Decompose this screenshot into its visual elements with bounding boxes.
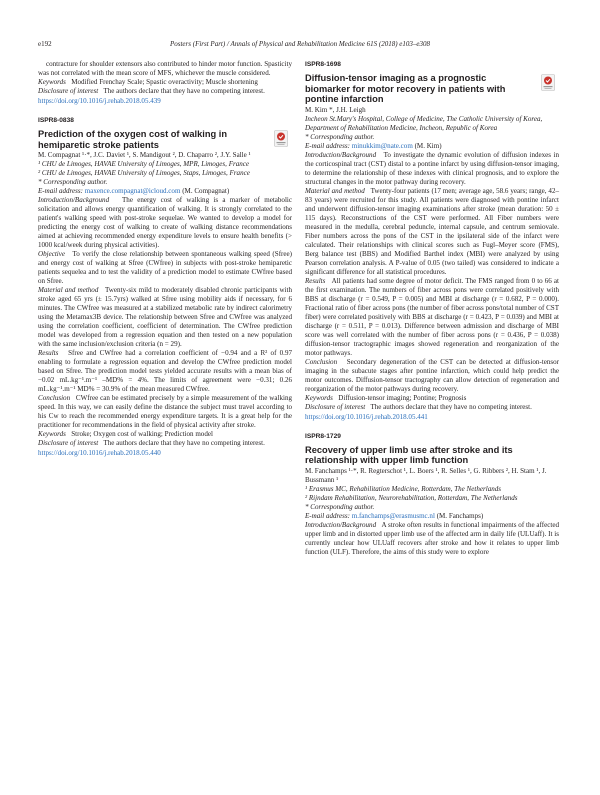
check-for-updates-icon[interactable] [274,130,288,147]
affiliation-1: ¹ CHU de Limoges, HAVAE University of Limoges, MPR, Limoges, France [38,160,250,168]
right-column [305,60,559,557]
email-line: E-mail address: m.fanchamps@erasmusmc.nl (M. Fanchamps) [305,511,484,520]
section-intro: Introduction/Background To investigate the dynamic evolution of diffusion indexes in the corticospinal tract (CST) distal to a pontine infarct by using diffusion-tensor imaging, to determine the relationship of these indexes with clinical prognosis, and to explore the structural changes in the motor pathway during recovery. [305,150,559,186]
corresponding-author: * Corresponding author. [305,132,375,141]
article-title: Recovery of upper limb use after stroke and its relationship with upper limb function [305,444,513,465]
disclosure: Disclosure of interest The authors declare that they have no competing interest. [305,402,532,411]
article-ispr8-1698 [305,60,559,422]
email-link[interactable]: m.fanchamps@erasmusmc.nl [351,511,435,520]
keywords: Keywords Diffusion-tensor imaging; Pontine; Prognosis [305,393,467,402]
disclosure: Disclosure of interest The authors declare that they have no competing interest. [38,439,265,447]
corresponding-author: * Corresponding author. [38,178,108,186]
keywords: Keywords Modified Frenchay Scale; Spastic overactivity; Muscle shortening [38,78,258,86]
section-material: Material and method Twenty-four patients (17 men; average age, 58.6 years; range, 42–83 years) were recruited for this study. All patients were diagnosed with pontine infarct and underwent diffusion-tensor imaging examinations after stroke (mean duration: 50 ± 115 days). Reconstructions of the CST were performed. All Fiber numbers were measured in the medulla, cerebral peduncle, internal capsule, and centrum semiovale. Fiber numbers across the pons of the CST in the ipsilateral side of the infarct were calculated. Their relationships with clinical scores such as Fugl–Meyer score (FMS), Berg balance test (BBS) and Modified Barthel index (MBI) were analyzed by using Pearson correlation analysis. A P-value of 0.05 (two tailed) was considered to indicate a significant difference for all statistical procedures. [305,186,559,276]
email-link[interactable]: maxence.compagnat@icloud.com [84,187,181,195]
corresponding-author: * Corresponding author. [305,502,375,511]
section-conclusion: Conclusion Secondary degeneration of the CST can be detected at diffusion-tensor imaging in the subacute stages after pontine infarction, which could help predict the motor outcomes. Diffusion-tensor tractography can allow detection of regeneration and reorganization of the motor pathways during recovery. [305,357,559,393]
doi-link[interactable]: https://doi.org/10.1016/j.rehab.2018.05.439 [38,97,161,105]
affiliation: Incheon St.Mary's Hospital, College of Medicine, The Catholic University of Korea, Department of Rehabilitation Medicine, Incheon, Republic of Korea [305,114,543,132]
affiliation-2: ² CHU de Limoges, HAVAE University of Limoges, Staps, Limoges, France [38,169,250,177]
page-header [38,40,562,52]
article-authors: M. Compagnat ¹·*, J.C. Daviet ¹, S. Mandigout ², D. Chaparro ², J.Y. Salle ¹ [38,151,251,159]
page-number: e192 [38,40,52,48]
disclosure: Disclosure of interest The authors declare that they have no competing interest. [38,87,265,95]
article-title: Diffusion-tensor imaging as a prognostic biomarker for motor recovery in patients with pontine infarction [305,73,506,104]
email-line: E-mail address: minukkim@nate.com (M. Kim) [305,141,442,150]
journal-header: Posters (First Part) / Annals of Physical and Rehabilitation Medicine 61S (2018) e103–e308 [169,40,430,48]
keywords: Keywords Stroke; Oxygen cost of walking; Prediction model [38,430,213,438]
section-intro: Introduction/Background The energy cost of walking is a marker of metabolic solicitation and allows energy quantification of walking. It is strongly correlated to the patient's walking speed with post-stroke sequelae. We wanted to develop a model for predicting the energy cost of walking to create of walking distance recommendations aimed at achieving recommended energy expenditure levels to ensure health benefits (> 1000 kcal/week during physical activities). [38,196,292,249]
affiliation-2: ² Rijndam Rehabilitation, Neurorehabilitation, Rotterdam, The Netherlands [305,493,518,502]
email-link[interactable]: minukkim@nate.com [351,141,413,150]
article-title: Prediction of the oxygen cost of walking in hemiparetic stroke patients [38,129,228,150]
check-for-updates-icon[interactable] [541,74,555,91]
section-conclusion: Conclusion CWfree can be estimated precisely by a simple measurement of the walking speed. In this way, we can easily define the distance the subject must travel according to his Cw to reach the recommended energy expenditure targets. It is a great help for the practitioner for recommendations in the field of physical activity after stroke. [38,394,292,429]
left-column [38,60,292,458]
article-id: ISPR8-1729 [305,432,341,440]
section-intro: Introduction/Background A stroke often results in functional impairments of the affected upper limb and in distorted upper limb use of the affected arm in daily life (ULUaff). It is currently unclear how ULUaff recovers after stroke and how it relates to upper limb function (ULF). Therefore, the aims of this study were to explore [305,520,559,556]
carryover-text: contracture for shoulder extensors also contributed to hinder motor function. Spasticity was not correlated with the mean score of MFS, whichever the muscle considered. [38,60,292,77]
section-results: Results Sfree and CWfree had a correlation coefficient of −0.94 and a R² of 0.97 enabling to formulate a regression equation and develop the CWfree prediction model based on Sfree. The prediction model tests yielded accurate results with a mean bias of −0.02 mL.kg⁻¹.m⁻¹ –MD% = 4%. The limits of agreement were −0.31; 0.26 mL.kg⁻¹.m⁻¹ MD% = 30.9% of the mean measured CWfree. [38,349,292,393]
doi-link[interactable]: https://doi.org/10.1016/j.rehab.2018.05.441 [305,412,428,421]
section-objective: Objective To verify the close relationship between spontaneous walking speed (Sfree) and energy cost of walking at Sfree (CWfree) in subjects with post-stroke hemiparetic patients sequelea and to test the validity of a prediction model to estimate CWfree based on Sfree. [38,250,292,285]
article-authors: M. Fanchamps ¹·*, R. Regterschot ¹, L. Boers ¹, R. Selles ¹, G. Ribbers ², H. Stam ¹, J. Bussmann ¹ [305,466,547,484]
article-id: ISPR8-0838 [38,117,74,124]
article-isp8-0838 [38,116,292,458]
section-material: Material and method Twenty-six mild to moderately disabled chronic participants with stroke aged 65 yrs (± 15.7yrs) walked at Sfree using mobility aids if necessary, for 6 minutes. The CWfree was measured at a stabilized metabolic rate by indirect calorimetry using the Metamax3B device. The relationship between Sfree and CWfree was analyzed using the correlation coefficient, coefficient of determination. The CWfree prediction model was developed from a regression equation and then tested on a new population with the same inclusion/exclusion criteria (n = 29). [38,286,292,348]
email-line: E-mail address: maxence.compagnat@icloud.com (M. Compagnat) [38,187,230,195]
section-results: Results All patients had some degree of motor deficit. The FMS ranged from 0 to 66 at the first examination. The numbers of fiber across pons were correlated positively with BBS at discharge (r = 0.549, P = 0.005) and MBI at discharge (r = 0.682, P = 0.000). Fractional ratio of fiber across pons (the number of fiber across pons/total number of CST fiber) were correlated positively with BBS at discharge (r = 0.423, P = 0.039) and MBI at discharge (r = 0.511, P = 0.013). Difference between admission and discharge of MBI score was well correlated with the number of fiber across pons (r = 0.436, P = 0.038) diffusion-tensor tractographic images showed regeneration and reorganization of the motor pathways. [305,276,559,357]
affiliation-1: ¹ Erasmus MC, Rehabilitation Medicine, Rotterdam, The Netherlands [305,484,502,493]
article-id: ISPR8-1698 [305,61,341,68]
article-ispr8-1729 [305,432,559,557]
doi-link[interactable]: https://doi.org/10.1016/j.rehab.2018.05.440 [38,449,161,457]
article-authors: M. Kim *, J.H. Leigh [305,105,366,114]
